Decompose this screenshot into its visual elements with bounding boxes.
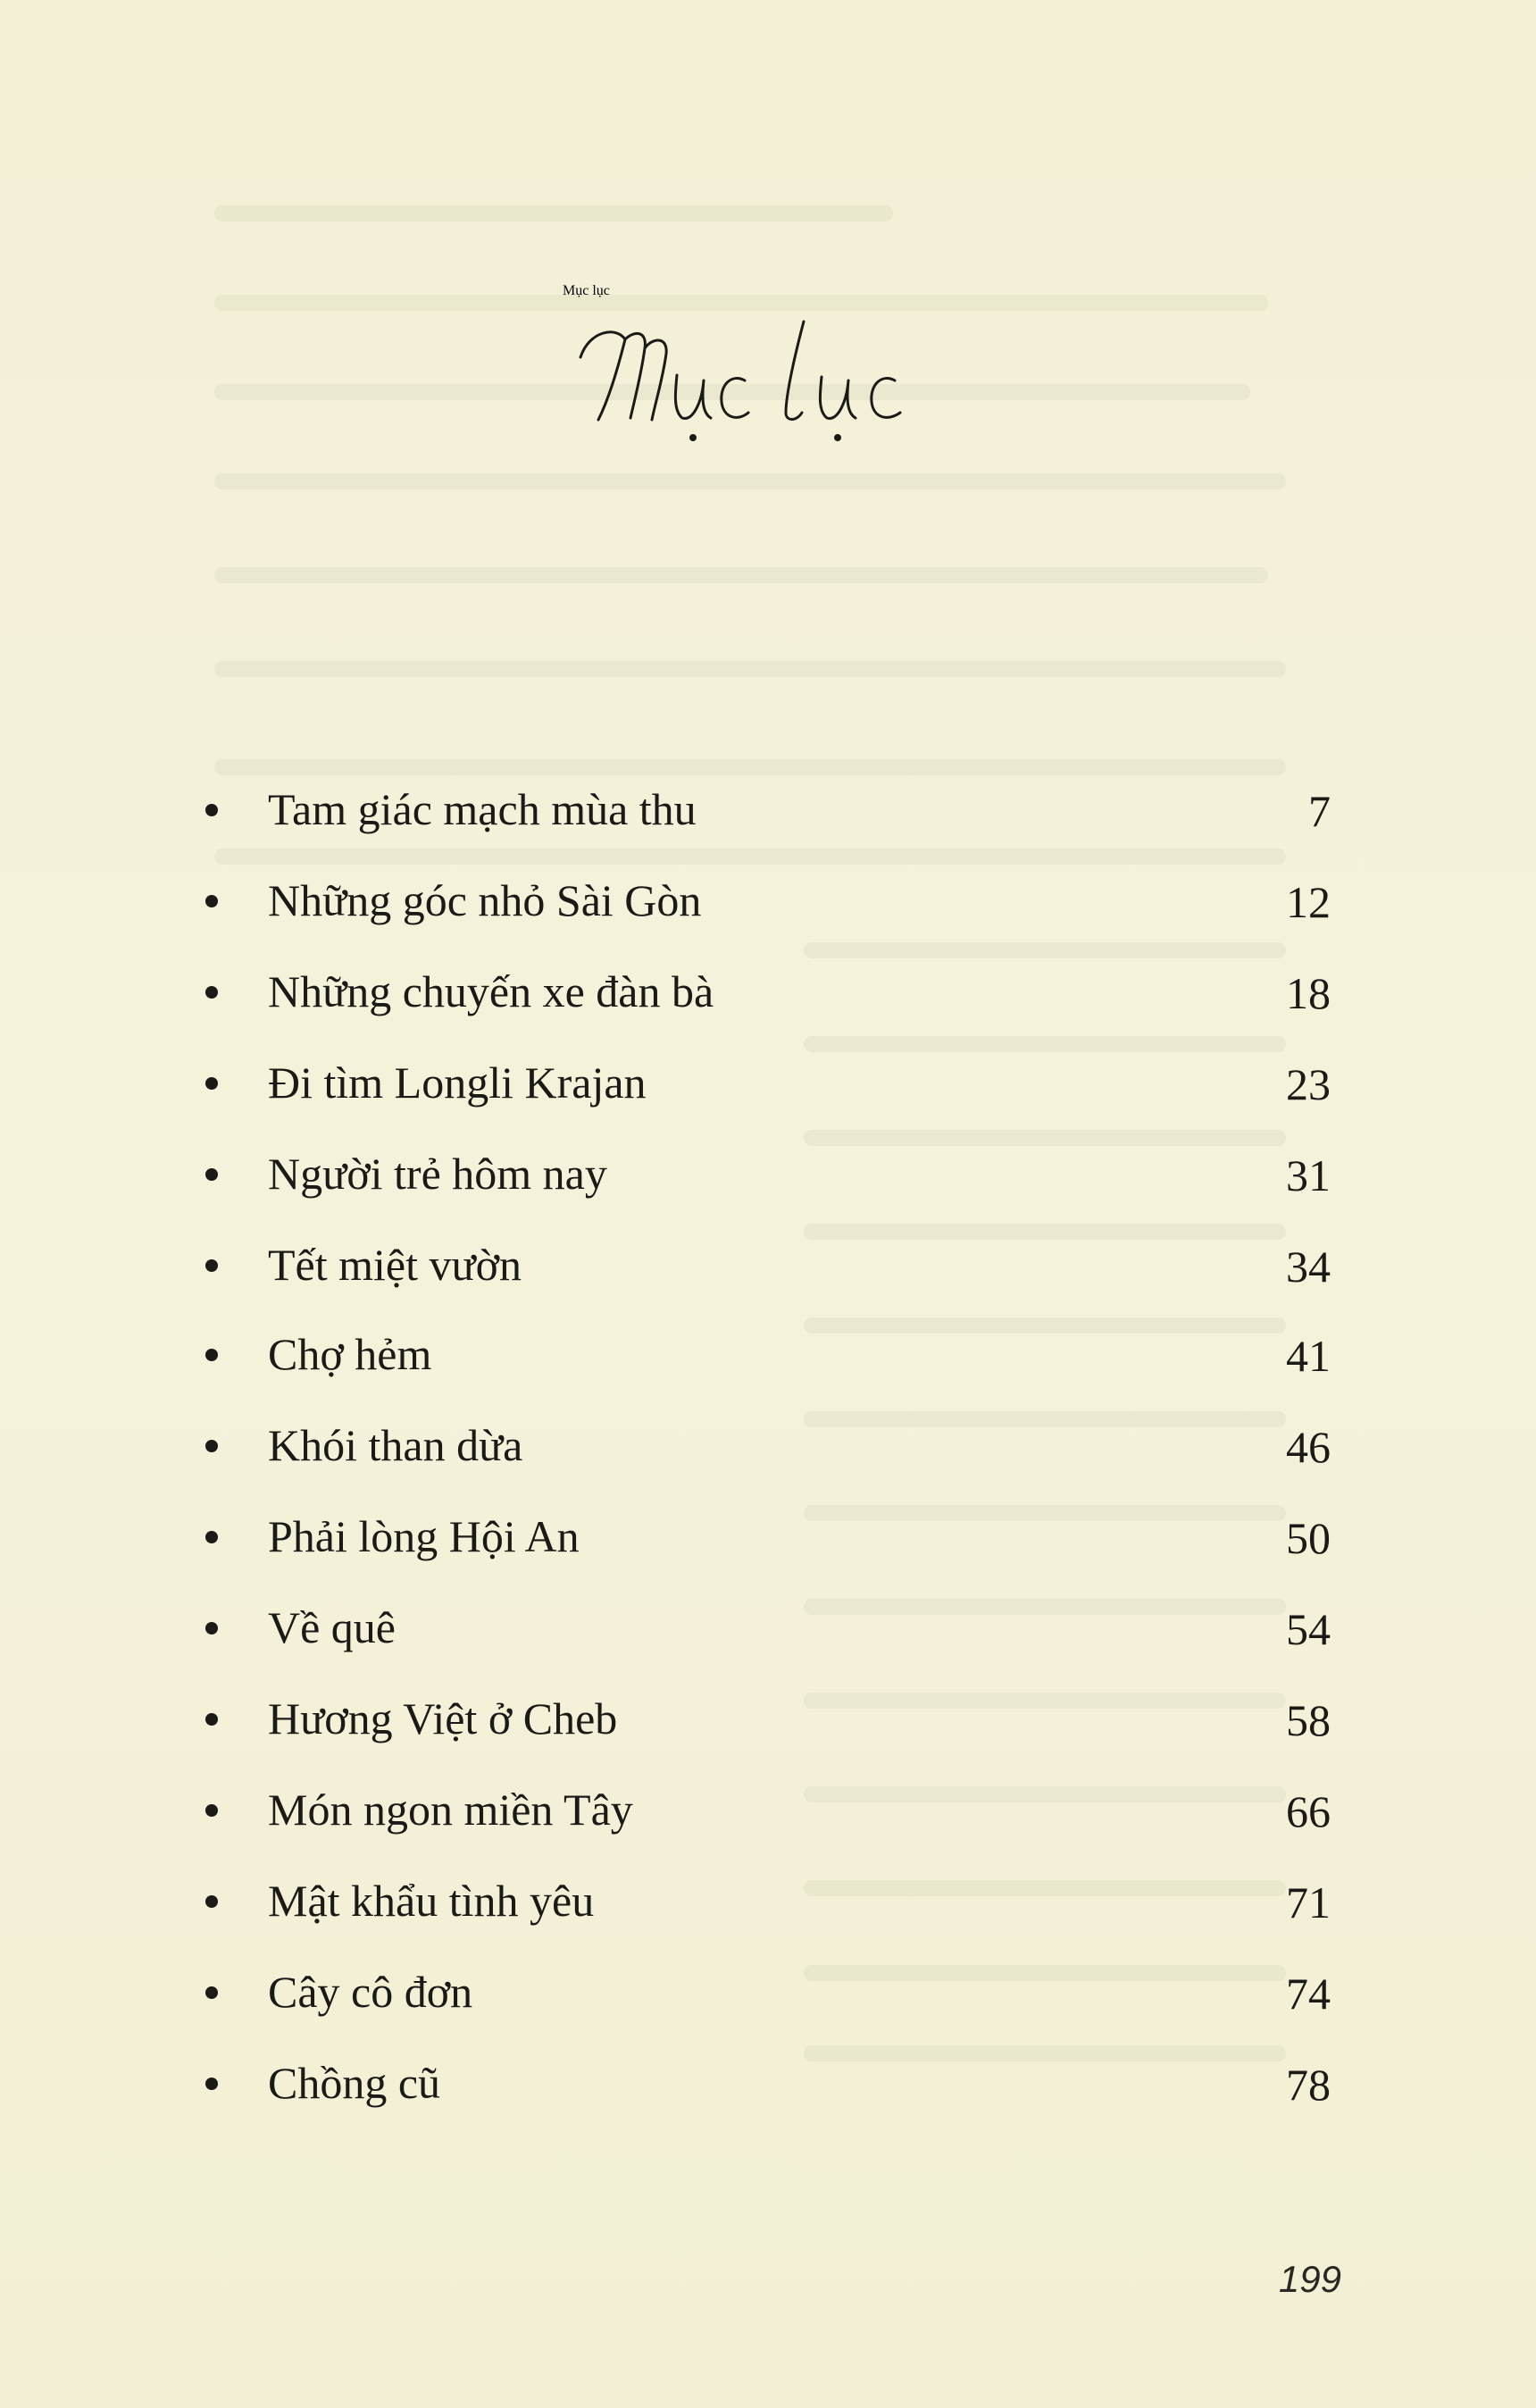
toc-entry xyxy=(205,1963,1331,2026)
toc-entry xyxy=(205,1599,1331,1661)
toc-entry-title: Phải lòng Hội An xyxy=(268,1511,580,1561)
bullet-icon xyxy=(205,1622,218,1635)
toc-entry-title: Về quê xyxy=(268,1602,396,1652)
toc-entry-page: 46 xyxy=(1286,1422,1331,1472)
toc-entry-title: Chồng cũ xyxy=(268,2058,441,2108)
toc-entry-page: 7 xyxy=(1308,786,1331,836)
toc-entry-title: Món ngon miền Tây xyxy=(268,1785,633,1835)
toc-entry-page: 23 xyxy=(1286,1059,1331,1109)
toc-entry-page: 66 xyxy=(1286,1786,1331,1836)
bullet-icon xyxy=(205,1531,218,1543)
bullet-icon xyxy=(205,1440,218,1452)
toc-entry xyxy=(205,1690,1331,1752)
toc-entry-title: Hương Việt ở Cheb xyxy=(268,1693,618,1743)
toc-entry-title: Tết miệt vườn xyxy=(268,1240,522,1290)
bullet-icon xyxy=(205,1713,218,1726)
toc-entry xyxy=(205,781,1331,843)
toc-entry-page: 41 xyxy=(1286,1331,1331,1381)
toc-entry-page: 31 xyxy=(1286,1150,1331,1200)
bullet-icon xyxy=(205,1895,218,1908)
bullet-icon xyxy=(205,804,218,816)
toc-entry-title: Chợ hẻm xyxy=(268,1329,432,1379)
bullet-icon xyxy=(205,2078,218,2090)
toc-entry-page: 34 xyxy=(1286,1242,1331,1292)
toc-entry xyxy=(205,1145,1331,1208)
toc-entry-page: 74 xyxy=(1286,1969,1331,2019)
toc-entry-page: 78 xyxy=(1286,2060,1331,2110)
toc-entry-title: Tam giác mạch mùa thu xyxy=(268,784,697,834)
toc-entry xyxy=(205,1236,1331,1299)
toc-entry-page: 18 xyxy=(1286,968,1331,1018)
toc-entry-title: Khói than dừa xyxy=(268,1420,523,1470)
bullet-icon xyxy=(205,1077,218,1090)
toc-entry-title: Mật khẩu tình yêu xyxy=(268,1876,595,1926)
toc-entry xyxy=(205,963,1331,1025)
toc-entry-title: Cây cô đơn xyxy=(268,1967,473,2017)
toc-entry xyxy=(205,1417,1331,1479)
toc-entry-page: 50 xyxy=(1286,1513,1331,1563)
bullet-icon xyxy=(205,1986,218,1999)
bullet-icon xyxy=(205,986,218,999)
toc-entry-title: Người trẻ hôm nay xyxy=(268,1149,607,1199)
toc-entry xyxy=(205,1872,1331,1935)
toc-entry xyxy=(205,1781,1331,1844)
bullet-icon xyxy=(205,895,218,907)
toc-entry xyxy=(205,2054,1331,2117)
toc-heading-text: Mục lục xyxy=(563,283,610,298)
toc-entry-title: Đi tìm Longli Krajan xyxy=(268,1058,647,1108)
toc-entry-page: 54 xyxy=(1286,1604,1331,1654)
toc-entry-page: 12 xyxy=(1286,877,1331,927)
page-number: 199 xyxy=(1278,2258,1341,2300)
toc-entry xyxy=(205,1054,1331,1116)
bullet-icon xyxy=(205,1804,218,1817)
bullet-icon xyxy=(205,1259,218,1272)
toc-entry xyxy=(205,1508,1331,1570)
toc-entry-page: 71 xyxy=(1286,1877,1331,1927)
toc-entry-title: Những góc nhỏ Sài Gòn xyxy=(268,875,702,925)
bullet-icon xyxy=(205,1349,218,1361)
toc-entry xyxy=(205,872,1331,934)
toc-entry xyxy=(205,1325,1331,1388)
toc-entry-title: Những chuyến xe đàn bà xyxy=(268,966,714,1016)
toc-entry-page: 58 xyxy=(1286,1695,1331,1745)
bullet-icon xyxy=(205,1168,218,1181)
